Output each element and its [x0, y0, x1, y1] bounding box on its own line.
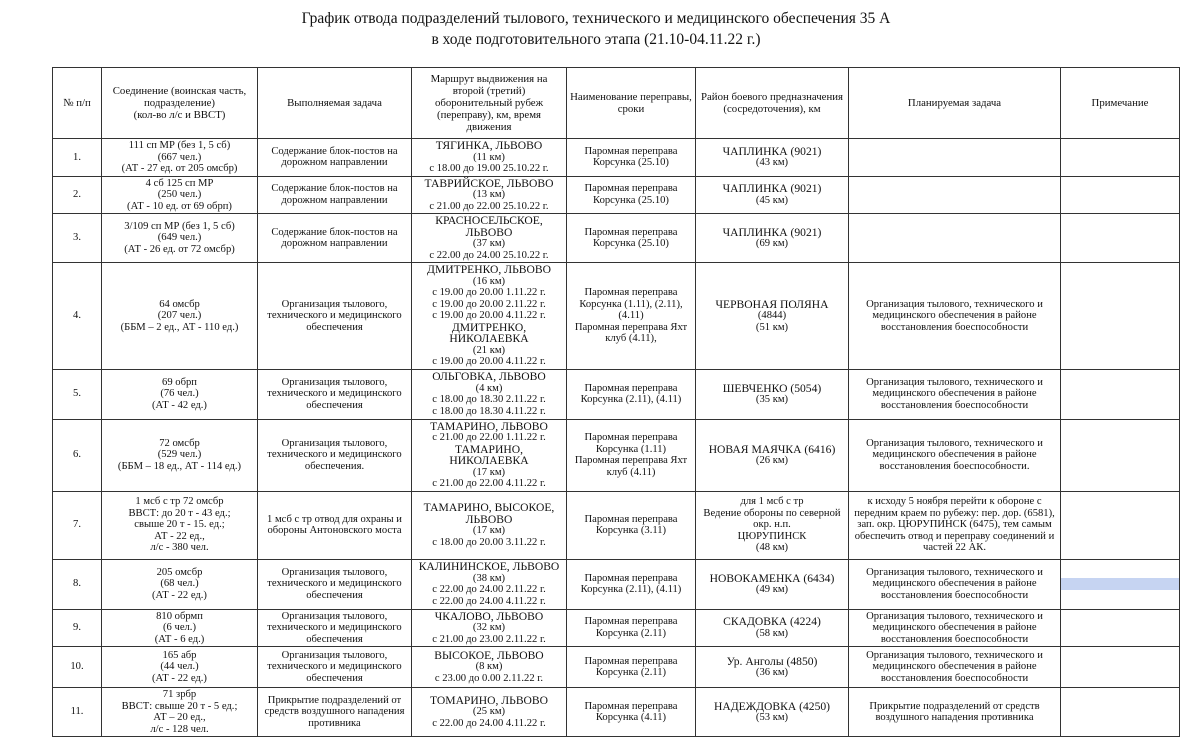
- cell-task: Содержание блок-постов на дорожном направлении: [258, 214, 412, 263]
- route-detail: (13 км) с 21.00 до 22.00 25.10.22 г.: [429, 189, 549, 212]
- route-detail: (17 км) с 18.00 до 20.00 3.11.22 г.: [432, 525, 546, 548]
- table-row: [53, 609, 1180, 647]
- cell-route: [412, 214, 567, 263]
- area-detail: (43 км): [755, 157, 789, 169]
- cell-crossing: Паромная переправа Корсунка (25.10): [567, 214, 696, 263]
- cell-planned-task: Прикрытие подразделений от средств воздушного нападения противника: [849, 688, 1061, 737]
- area-name: ЧАПЛИНКА (9021): [722, 225, 822, 239]
- title-line-2: в ходе подготовительного этапа (21.10-04.11.22 г.): [431, 31, 761, 48]
- cell-route: [412, 263, 567, 370]
- table-row: [53, 688, 1180, 737]
- cell-route: [412, 559, 567, 609]
- area-detail: (48 км): [755, 542, 789, 554]
- cell-note: [1061, 559, 1180, 609]
- cell-number: 1.: [53, 139, 102, 177]
- cell-number: 2.: [53, 176, 102, 214]
- table-row: [53, 263, 1180, 370]
- note-highlight: [1061, 578, 1179, 590]
- cell-area: [696, 176, 849, 214]
- route-name: ТАВРИЙСКОЕ, ЛЬВОВО: [424, 176, 554, 190]
- cell-unit: 69 обрп (76 чел.) (АТ - 42 ед.): [102, 369, 258, 419]
- header-unit: Соединение (воинская часть, подразделение) (кол-во л/с и ВВСТ): [102, 68, 258, 139]
- area-detail: (35 км): [755, 394, 789, 405]
- cell-unit: 3/109 сп МР (без 1, 5 сб) (649 чел.) (АТ - 26 ед. от 72 омсбр): [102, 214, 258, 263]
- route-name: ОЛЬГОВКА, ЛЬВОВО: [432, 370, 546, 383]
- cell-planned-task: к исходу 5 ноября перейти к обороне с передним краем по рубежу: пер. дор. (6581), зап. окр. ЦЮРУПИНСК (6475), тем самым обеспечить отвод и переправу соединений и частей 22 АК.: [849, 491, 1061, 559]
- route-name: ТАМАРИНО, ВЫСОКОЕ, ЛЬВОВО: [423, 501, 555, 526]
- route-detail: (4 км) с 18.00 до 18.30 2.11.22 г. с 18.00 до 18.30 4.11.22 г.: [432, 382, 546, 417]
- header-area: Район боевого предназначения (сосредоточения), км: [696, 68, 849, 139]
- cell-note: [1061, 491, 1180, 559]
- route-name: ТОМАРИНО, ЛЬВОВО: [429, 693, 549, 707]
- cell-route: [412, 176, 567, 214]
- document-title: [0, 8, 1192, 50]
- cell-unit: 205 омсбр (68 чел.) (АТ - 22 ед.): [102, 559, 258, 609]
- table-row: [53, 419, 1180, 491]
- area-name: ЧАПЛИНКА (9021): [722, 182, 822, 196]
- route-detail: (37 км) с 22.00 до 24.00 25.10.22 г.: [429, 238, 549, 261]
- route-name-2: ДМИТРЕНКО, НИКОЛАЕВКА: [449, 320, 529, 345]
- route-detail: с 21.00 до 22.00 1.11.22 г.: [432, 432, 546, 443]
- route-detail: (38 км) с 22.00 до 24.00 2.11.22 г. с 22.00 до 24.00 4.11.22 г.: [432, 572, 546, 607]
- cell-note: [1061, 647, 1180, 688]
- area-detail: (58 км): [755, 627, 789, 639]
- cell-route: [412, 609, 567, 647]
- cell-route: [412, 688, 567, 737]
- table-row: [53, 139, 1180, 177]
- table-row: [53, 559, 1180, 609]
- cell-unit: 72 омсбр (529 чел.) (ББМ – 18 ед., АТ - 114 ед.): [102, 419, 258, 491]
- cell-route: [412, 139, 567, 177]
- cell-crossing: Паромная переправа Корсунка (1.11), (2.11), (4.11) Паромная переправа Яхт клуб (4.11),: [567, 263, 696, 370]
- route-detail: (32 км) с 21.00 до 23.00 2.11.22 г.: [432, 622, 546, 645]
- cell-unit: 810 обрмп (6 чел.) (АТ - 6 ед.): [102, 609, 258, 647]
- cell-planned-task: Организация тылового, технического и медицинского обеспечения в районе восстановления боеспособности.: [849, 419, 1061, 491]
- cell-note: [1061, 139, 1180, 177]
- cell-area: [696, 419, 849, 491]
- cell-unit: 165 абр (44 чел.) (АТ - 22 ед.): [102, 647, 258, 688]
- withdrawal-schedule-table: [52, 67, 1180, 737]
- cell-area: [696, 263, 849, 370]
- route-name: КАЛИНИНСКОЕ, ЛЬВОВО: [418, 560, 560, 573]
- cell-task: Организация тылового, технического и медицинского обеспечения: [258, 647, 412, 688]
- cell-note: [1061, 609, 1180, 647]
- area-name: НОВАЯ МАЯЧКА (6416): [708, 442, 836, 456]
- cell-number: 8.: [53, 559, 102, 609]
- cell-route: [412, 647, 567, 688]
- cell-number: 4.: [53, 263, 102, 370]
- header-task: Выполняемая задача: [258, 68, 412, 139]
- cell-unit: 64 омсбр (207 чел.) (ББМ – 2 ед., АТ - 110 ед.): [102, 263, 258, 370]
- area-detail: (49 км): [755, 584, 789, 595]
- cell-number: 3.: [53, 214, 102, 263]
- cell-route: [412, 369, 567, 419]
- table-row: [53, 647, 1180, 688]
- cell-planned-task: [849, 176, 1061, 214]
- cell-planned-task: Организация тылового, технического и медицинского обеспечения в районе восстановления боеспособности: [849, 647, 1061, 688]
- table-row: [53, 491, 1180, 559]
- cell-note: [1061, 214, 1180, 263]
- area-detail: (53 км): [755, 712, 789, 723]
- area-name: ЧЕРВОНАЯ ПОЛЯНА: [715, 297, 829, 311]
- header-crossing: Наименование переправы, сроки: [567, 68, 696, 139]
- cell-unit: 111 сп МР (без 1, 5 сб) (667 чел.) (АТ - 27 ед. от 205 омсбр): [102, 139, 258, 177]
- route-name: ВЫСОКОЕ, ЛЬВОВО: [434, 648, 544, 662]
- route-name: ТАМАРИНО, ЛЬВОВО: [430, 419, 548, 433]
- cell-planned-task: [849, 139, 1061, 177]
- cell-area: [696, 491, 849, 559]
- area-name: НАДЕЖДОВКА (4250): [713, 699, 831, 713]
- cell-task: Прикрытие подразделений от средств воздушного нападения противника: [258, 688, 412, 737]
- cell-area: [696, 214, 849, 263]
- title-line-1: График отвода подразделений тылового, технического и медицинского обеспечения 35 А: [301, 10, 891, 27]
- cell-planned-task: Организация тылового, технического и медицинского обеспечения в районе восстановления боеспособности: [849, 609, 1061, 647]
- route-detail-2: (21 км) с 19.00 до 20.00 4.11.22 г.: [432, 344, 546, 367]
- cell-number: 10.: [53, 647, 102, 688]
- cell-task: Организация тылового, технического и медицинского обеспечения.: [258, 419, 412, 491]
- cell-unit: 1 мсб с тр 72 омсбр ВВСТ: до 20 т - 43 ед.; свыше 20 т - 15. ед.; АТ - 22 ед., л/с - 380 чел.: [102, 491, 258, 559]
- cell-number: 7.: [53, 491, 102, 559]
- header-planned-task: Планируемая задача: [849, 68, 1061, 139]
- cell-number: 5.: [53, 369, 102, 419]
- area-detail: (69 км): [755, 238, 789, 249]
- cell-crossing: Паромная переправа Корсунка (2.11), (4.11): [567, 369, 696, 419]
- cell-planned-task: Организация тылового, технического и медицинского обеспечения в районе восстановления боеспособности: [849, 263, 1061, 370]
- area-name: для 1 мсб с тр Ведение обороны по северной окр. н.п. ЦЮРУПИНСК: [703, 496, 841, 542]
- area-name: СКАДОВКА (4224): [723, 615, 821, 629]
- table-row: [53, 369, 1180, 419]
- route-name: ЧКАЛОВО, ЛЬВОВО: [434, 609, 544, 623]
- cell-number: 11.: [53, 688, 102, 737]
- route-detail: (11 км) с 18.00 до 19.00 25.10.22 г.: [429, 151, 549, 174]
- header-number: № п/п: [53, 68, 102, 139]
- cell-unit: 4 сб 125 сп МР (250 чел.) (АТ - 10 ед. от 69 обрп): [102, 176, 258, 214]
- cell-unit: 71 зрбр ВВСТ: свыше 20 т - 5 ед.; АТ – 20 ед., л/с - 128 чел.: [102, 688, 258, 737]
- area-detail: (36 км): [755, 667, 789, 678]
- cell-number: 9.: [53, 609, 102, 647]
- area-name: ЧАПЛИНКА (9021): [722, 144, 822, 158]
- route-name: ДМИТРЕНКО, ЛЬВОВО: [427, 263, 551, 276]
- cell-area: [696, 369, 849, 419]
- cell-area: [696, 139, 849, 177]
- route-name-2: ТАМАРИНО, НИКОЛАЕВКА: [449, 442, 529, 467]
- cell-number: 6.: [53, 419, 102, 491]
- cell-note: [1061, 263, 1180, 370]
- cell-area: [696, 647, 849, 688]
- cell-note: [1061, 369, 1180, 419]
- cell-crossing: Паромная переправа Корсунка (25.10): [567, 139, 696, 177]
- area-detail: (45 км): [755, 194, 789, 206]
- cell-planned-task: Организация тылового, технического и медицинского обеспечения в районе восстановления боеспособности: [849, 559, 1061, 609]
- cell-area: [696, 559, 849, 609]
- table-row: [53, 214, 1180, 263]
- cell-planned-task: [849, 214, 1061, 263]
- cell-crossing: Паромная переправа Корсунка (25.10): [567, 176, 696, 214]
- header-route: Маршрут выдвижения на второй (третий) оборонительный рубеж (переправу), км, время движения: [412, 68, 567, 139]
- cell-route: [412, 419, 567, 491]
- cell-crossing: Паромная переправа Корсунка (2.11): [567, 609, 696, 647]
- header-note: Примечание: [1061, 68, 1180, 139]
- cell-crossing: Паромная переправа Корсунка (2.11): [567, 647, 696, 688]
- area-name: ШЕВЧЕНКО (5054): [722, 381, 822, 395]
- area-detail: (26 км): [755, 455, 789, 466]
- cell-crossing: Паромная переправа Корсунка (4.11): [567, 688, 696, 737]
- cell-route: [412, 491, 567, 559]
- area-name: НОВОКАМЕНКА (6434): [709, 571, 835, 585]
- cell-crossing: Паромная переправа Корсунка (3.11): [567, 491, 696, 559]
- cell-task: Организация тылового, технического и медицинского обеспечения: [258, 609, 412, 647]
- cell-note: [1061, 419, 1180, 491]
- cell-task: 1 мсб с тр отвод для охраны и обороны Антоновского моста: [258, 491, 412, 559]
- cell-area: [696, 688, 849, 737]
- cell-task: Содержание блок-постов на дорожном направлении: [258, 176, 412, 214]
- table-header-row: [53, 68, 1180, 139]
- cell-task: Организация тылового, технического и медицинского обеспечения: [258, 369, 412, 419]
- route-detail: (16 км) с 19.00 до 20.00 1.11.22 г. с 19.00 до 20.00 2.11.22 г. с 19.00 до 20.00 4.11.22 г.: [432, 275, 546, 321]
- cell-note: [1061, 176, 1180, 214]
- cell-task: Организация тылового, технического и медицинского обеспечения: [258, 263, 412, 370]
- cell-crossing: Паромная переправа Корсунка (2.11), (4.11): [567, 559, 696, 609]
- cell-crossing: Паромная переправа Корсунка (1.11) Паромная переправа Яхт клуб (4.11): [567, 419, 696, 491]
- route-name: ТЯГИНКА, ЛЬВОВО: [435, 139, 543, 152]
- route-detail-2: (17 км) с 21.00 до 22.00 4.11.22 г.: [432, 466, 546, 489]
- cell-area: [696, 609, 849, 647]
- route-detail: (8 км) с 23.00 до 0.00 2.11.22 г.: [434, 661, 544, 684]
- cell-planned-task: Организация тылового, технического и медицинского обеспечения в районе восстановления боеспособности: [849, 369, 1061, 419]
- cell-note: [1061, 688, 1180, 737]
- area-detail: (4844) (51 км): [755, 310, 789, 333]
- route-detail: (25 км) с 22.00 до 24.00 4.11.22 г.: [432, 706, 546, 729]
- route-name: КРАСНОСЕЛЬСКОЕ, ЛЬВОВО: [435, 214, 543, 239]
- area-name: Ур. Анголы (4850): [726, 654, 818, 668]
- cell-task: Содержание блок-постов на дорожном направлении: [258, 139, 412, 177]
- cell-task: Организация тылового, технического и медицинского обеспечения: [258, 559, 412, 609]
- table-row: [53, 176, 1180, 214]
